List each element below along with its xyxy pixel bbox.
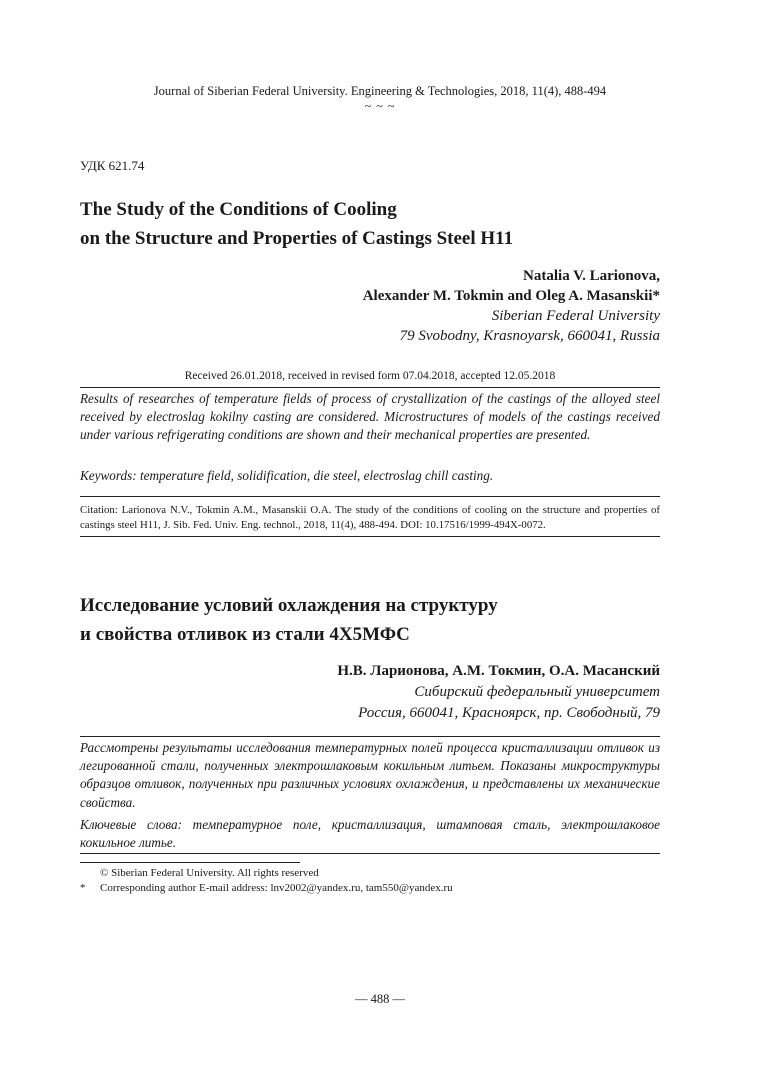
citation: Citation: Larionova N.V., Tokmin A.M., Masanskii O.A. The study of the conditions of cooling on the structure and properties of castings steel H11, J. Sib. Fed. Univ. Eng. technol., 2018, 11(4), 488-494. DOI: 10.17516/1999-494X-0072. [80,504,660,531]
affiliation-ru: Сибирский федеральный университет [414,684,660,700]
authors-en-line1: Natalia V. Larionova, [523,268,660,284]
title-en-line1: The Study of the Conditions of Cooling [80,199,397,220]
article-title-en [80,195,680,253]
affiliation-en: Siberian Federal University [491,308,660,324]
abstract-ru: Рассмотрены результаты исследования температурных полей процесса кристаллизации отливок из легированной стали, полученных электрошлаковым кокильным литьем. Показаны микроструктуры образцов отливок, полученных при различных условиях охлаждения, и представлены их механические свойства. [80,740,660,810]
journal-header: Journal of Siberian Federal University. Engineering & Technologies, 2018, 11(4), 488-494 [153,84,607,98]
copyright-text: © Siberian Federal University. All rights reserved [100,867,319,879]
title-en-line2: on the Structure and Properties of Castings Steel H11 [80,228,514,249]
authors-block-en [100,266,660,346]
authors-ru: Н.В. Ларионова, А.М. Токмин, О.А. Масанский [337,663,660,679]
title-ru-line2: и свойства отливок из стали 4Х5МФС [80,624,410,645]
divider [80,387,660,388]
authors-block-ru [100,661,660,724]
divider [80,853,660,854]
address-ru: Россия, 660041, Красноярск, пр. Свободный, 79 [358,705,660,721]
article-title-ru [80,591,680,649]
udk-code: УДК 621.74 [80,158,145,173]
address-en: 79 Svobodny, Krasnoyarsk, 660041, Russia [399,328,660,344]
keywords-en: Keywords: temperature field, solidification, die steel, electroslag chill casting. [80,468,494,483]
footnote-divider [80,862,300,863]
abstract-en: Results of researches of temperature fields of process of crystallization of the castings of the alloyed steel received by electroslag kokilny casting are considered. Microstructures of models of the castings received under various refrigerating conditions are shown and their mechanical properties are presented. [80,391,660,443]
page-number: — 488 — [355,992,405,1006]
header-ornament: ~ ~ ~ [364,99,396,113]
footnote-corresponding [80,881,453,896]
received-dates: Received 26.01.2018, received in revised form 07.04.2018, accepted 12.05.2018 [184,370,556,382]
title-ru-line1: Исследование условий охлаждения на структуру [80,595,498,616]
divider [80,536,660,537]
divider [80,496,660,497]
footnote-copyright [80,866,319,881]
keywords-ru: Ключевые слова: температурное поле, кристаллизация, штамповая сталь, электрошлаковое кокильное литье. [80,817,660,851]
corresponding-text: Corresponding author E-mail address: lnv2002@yandex.ru, tam550@yandex.ru [100,882,453,894]
authors-en-line2: Alexander M. Tokmin and Oleg A. Masanskii* [362,288,660,304]
divider [80,736,660,737]
footnote-asterisk: * [80,882,86,894]
